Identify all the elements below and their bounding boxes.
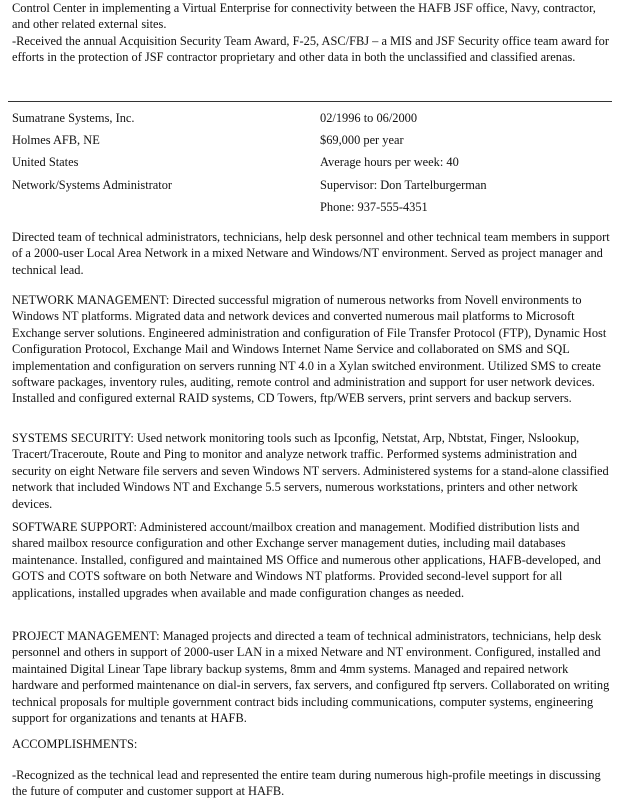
job-row: [12, 110, 612, 132]
accomplishment-item: -Recognized as the technical lead and represented the entire team during numerous high-profile meetings in discussing the future of computer and customer support at HAFB.: [12, 768, 601, 799]
project-management-text: PROJECT MANAGEMENT: Managed projects and directed a team of technical administrators, technicians, help desk personnel and others in support of 2000-user LAN in a mixed Netware and NT environment. Configured, installed and maintained Digital Linear Tape library backup systems, 8mm and 4mm systems. Managed and repaired network hardware and performed maintenance on dial-in servers, fax servers, and configured ftp servers. Collaborated on writing technical proposals for multiple government contract bids including communications, computer systems, engineering support for organizations and tenants at HAFB.: [12, 629, 610, 726]
job-hours: Average hours per week: 40: [320, 155, 459, 170]
employer: Sumatrane Systems, Inc.: [12, 111, 135, 125]
job-row: [12, 199, 612, 221]
job-header: [12, 110, 612, 221]
summary-text: Directed team of technical administrators, technicians, help desk personnel and other technical team members in support of a 2000-user Local Area Network in a mixed Netware and Windows/NT environment. Served as project manager and technical lead.: [12, 230, 610, 277]
job-title: Network/Systems Administrator: [12, 177, 173, 192]
software-support-section: [12, 519, 612, 601]
intro-award: -Received the annual Acquisition Security Team Award, F-25, ASC/FBJ – a MIS and JSF Security office team award for efforts in the protection of JSF contractor proprietary and other data in both the unclassified and classified arenas.: [12, 33, 610, 65]
job-dates: 02/1996 to 06/2000: [320, 111, 418, 125]
systems-security-text: SYSTEMS SECURITY: Used network monitoring tools such as Ipconfig, Netstat, Arp, Nbtstat, Finger, Nslookup, Tracert/Traceroute, Route and Ping to monitor and analyze network traffic. Performed systems administration and security on eight Netware file servers and seven Windows NT servers. Administered systems for a stand-alone classified network that included Windows NT and Exchange 5.5 servers, numerous workstations, printers and other network devices.: [12, 431, 609, 511]
accomplishments-section: [12, 767, 612, 800]
job-row: [12, 132, 612, 154]
job-phone: Phone: 937-555-4351: [320, 199, 428, 214]
job-supervisor: Supervisor: Don Tartelburgerman: [320, 177, 487, 192]
network-management-section: [12, 292, 612, 407]
job-row: [12, 177, 612, 199]
job-country: United States: [12, 155, 79, 170]
accomplishments-heading: [12, 736, 612, 752]
accomplishments-title: ACCOMPLISHMENTS:: [12, 737, 138, 751]
job-row: [12, 154, 612, 176]
software-support-text: SOFTWARE SUPPORT: Administered account/mailbox creation and management. Modified distribution lists and shared mailbox resource configuration and other Exchange server management duties, including mail databases maintenance. Installed, configured and maintained MS Office and numerous other applications, HAFB-developed, and GOTS and COTS software on both Netware and Windows NT platforms. Provided second-level support for all applications, installed upgrades when available and made configuration changes as needed.: [12, 520, 601, 600]
project-management-section: [12, 628, 612, 726]
section-divider: [8, 101, 612, 102]
job-salary: $69,000 per year: [320, 133, 404, 148]
intro-block: [12, 0, 612, 66]
systems-security-section: [12, 430, 612, 512]
intro-continuation: Control Center in implementing a Virtual Enterprise for connectivity between the HAFB JSF office, Navy, contractor, and other related external sites.: [12, 1, 596, 32]
network-management-text: NETWORK MANAGEMENT: Directed successful migration of numerous networks from Novell environments to Windows NT platforms. Migrated data and network devices and converted numerous mail platforms to Microsoft Exchange server solutions. Engineered administration and configuration of File Transfer Protocol (FTP), Dynamic Host Configuration Protocol, Exchange Mail and Windows Internet Name Service and collaborated on SMS and SQL implementation and configuration on servers running NT 4.0 in a Xylan switched environment. Utilized SMS to create software packages, inventory rules, auditing, remote control and administration and support for user network devices. Installed and configured external RAID systems, CD Towers, ftp/WEB servers, print servers and backup servers.: [12, 293, 607, 406]
job-location: Holmes AFB, NE: [12, 133, 100, 148]
summary-section: [12, 229, 612, 278]
